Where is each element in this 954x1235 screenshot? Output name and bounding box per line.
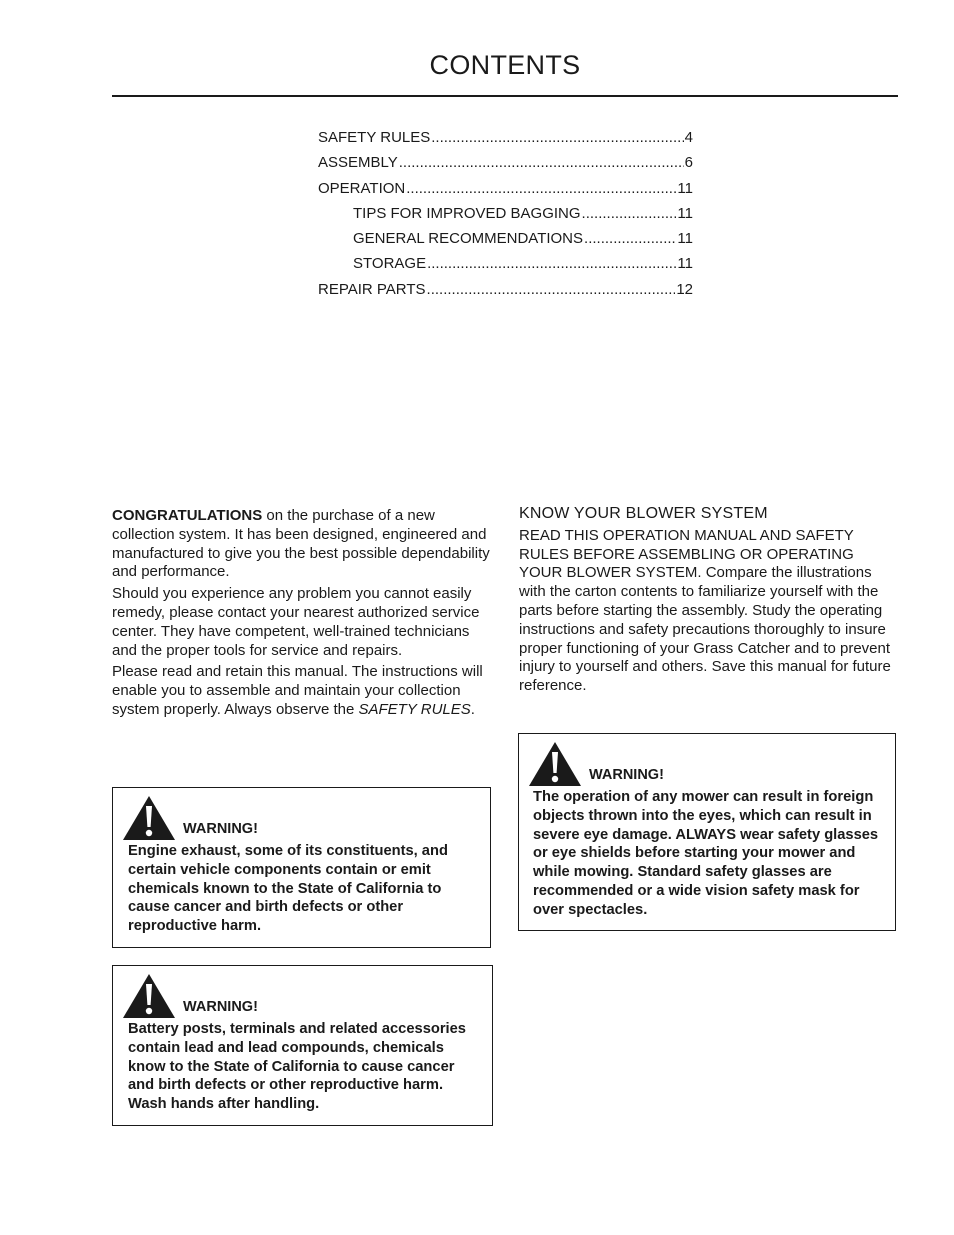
page-title: CONTENTS bbox=[429, 50, 581, 80]
toc-entry-assembly[interactable] bbox=[318, 153, 693, 178]
title-divider bbox=[112, 95, 898, 97]
service-paragraph: Should you experience any problem you cannot easily remedy, please contact your nearest authorized service center. They have competent, well-trained technicians and the proper tools for service and repairs. bbox=[112, 585, 480, 659]
toc-entry-safety-rules[interactable] bbox=[318, 128, 693, 153]
toc-entry-tips-bagging[interactable] bbox=[318, 204, 693, 229]
toc-label: REPAIR PARTS bbox=[318, 280, 426, 298]
toc-leader bbox=[427, 254, 676, 274]
toc-leader bbox=[427, 280, 676, 300]
warning-triangle-icon bbox=[529, 742, 581, 786]
toc-page: 12 bbox=[676, 280, 693, 298]
toc-leader bbox=[399, 153, 684, 173]
toc-page: 11 bbox=[677, 230, 693, 248]
toc-entry-storage[interactable] bbox=[318, 254, 693, 279]
warning-title: WARNING! bbox=[589, 767, 664, 783]
toc-page: 4 bbox=[684, 129, 693, 146]
intro-section bbox=[112, 507, 492, 723]
warning-box-exhaust bbox=[112, 787, 491, 948]
congrats-bold: CONGRATULATIONS bbox=[112, 507, 263, 524]
warning-triangle-icon bbox=[123, 974, 175, 1018]
toc-leader bbox=[584, 229, 676, 249]
warning-box-battery bbox=[112, 965, 493, 1126]
toc-page: 6 bbox=[684, 154, 693, 172]
warning-header bbox=[529, 742, 885, 786]
warning-header bbox=[123, 974, 482, 1018]
toc-page: 11 bbox=[677, 179, 693, 197]
retain-end: . bbox=[470, 700, 475, 718]
warning-triangle-icon bbox=[123, 796, 175, 840]
toc-entry-repair-parts[interactable] bbox=[318, 280, 693, 305]
warning-title: WARNING! bbox=[183, 999, 258, 1015]
toc-page: 11 bbox=[677, 255, 693, 273]
know-text: READ THIS OPERATION MANUAL AND SAFETY RULES BEFORE ASSEMBLING OR OPERATING YOUR BLOWER SYSTEM. Compare the illustrations with the carton contents to familiarize yourself with the parts before starting the assembly. Study the operating instructions and safety precautions thoroughly to insure proper functioning of your Grass Catcher and to prevent injury to yourself and others. Save this manual for future reference. bbox=[519, 526, 891, 695]
toc-leader bbox=[582, 204, 677, 224]
warning-header bbox=[123, 796, 478, 840]
toc-label: TIPS FOR IMPROVED BAGGING bbox=[353, 204, 581, 222]
warning-box-eyes bbox=[518, 733, 896, 931]
toc-label: GENERAL RECOMMENDATIONS bbox=[353, 230, 584, 248]
toc-leader bbox=[406, 179, 676, 199]
know-heading: KNOW YOUR BLOWER SYSTEM bbox=[519, 505, 768, 522]
toc-label: ASSEMBLY bbox=[318, 154, 398, 172]
toc-entry-general-recommendations[interactable] bbox=[318, 229, 693, 254]
warning-text: Engine exhaust, some of its constituents, and certain vehicle components contain or emit chemicals known to the State of California to cause cancer and birth defects or other reproductive harm. bbox=[128, 843, 448, 935]
retain-text: Please read and retain this manual. The instructions will enable you to assemble and maintain your collection system properly. Always observe the bbox=[112, 663, 483, 718]
warning-title: WARNING! bbox=[183, 821, 258, 837]
toc-label: STORAGE bbox=[353, 255, 427, 273]
toc-entry-operation[interactable] bbox=[318, 179, 693, 204]
table-of-contents bbox=[318, 128, 693, 305]
toc-label: OPERATION bbox=[318, 179, 406, 197]
toc-label: SAFETY RULES bbox=[318, 129, 431, 146]
safety-rules-ref: SAFETY RULES bbox=[358, 700, 471, 718]
congrats-paragraph bbox=[112, 507, 492, 582]
warning-text: The operation of any mower can result in foreign objects thrown into the eyes, which can result in severe eye damage. ALWAYS wear safety glasses or eye shields before starting your mower and while mowing. Standard safety glasses are recommended or a wide vision safety mask for over spectacles. bbox=[533, 789, 879, 918]
retain-paragraph bbox=[112, 663, 492, 719]
toc-page: 11 bbox=[677, 204, 693, 222]
toc-leader bbox=[431, 128, 683, 148]
know-section bbox=[519, 505, 894, 696]
warning-text: Battery posts, terminals and related accessories contain lead and lead compounds, chemicals know to the State of California to cause cancer and birth defects or other reproductive harm. Wash hands after handling. bbox=[128, 1021, 466, 1113]
congrats-text: on the purchase of a new collection system. It has been designed, engineered and manufactured to give you the best possible dependability and performance. bbox=[112, 507, 490, 581]
